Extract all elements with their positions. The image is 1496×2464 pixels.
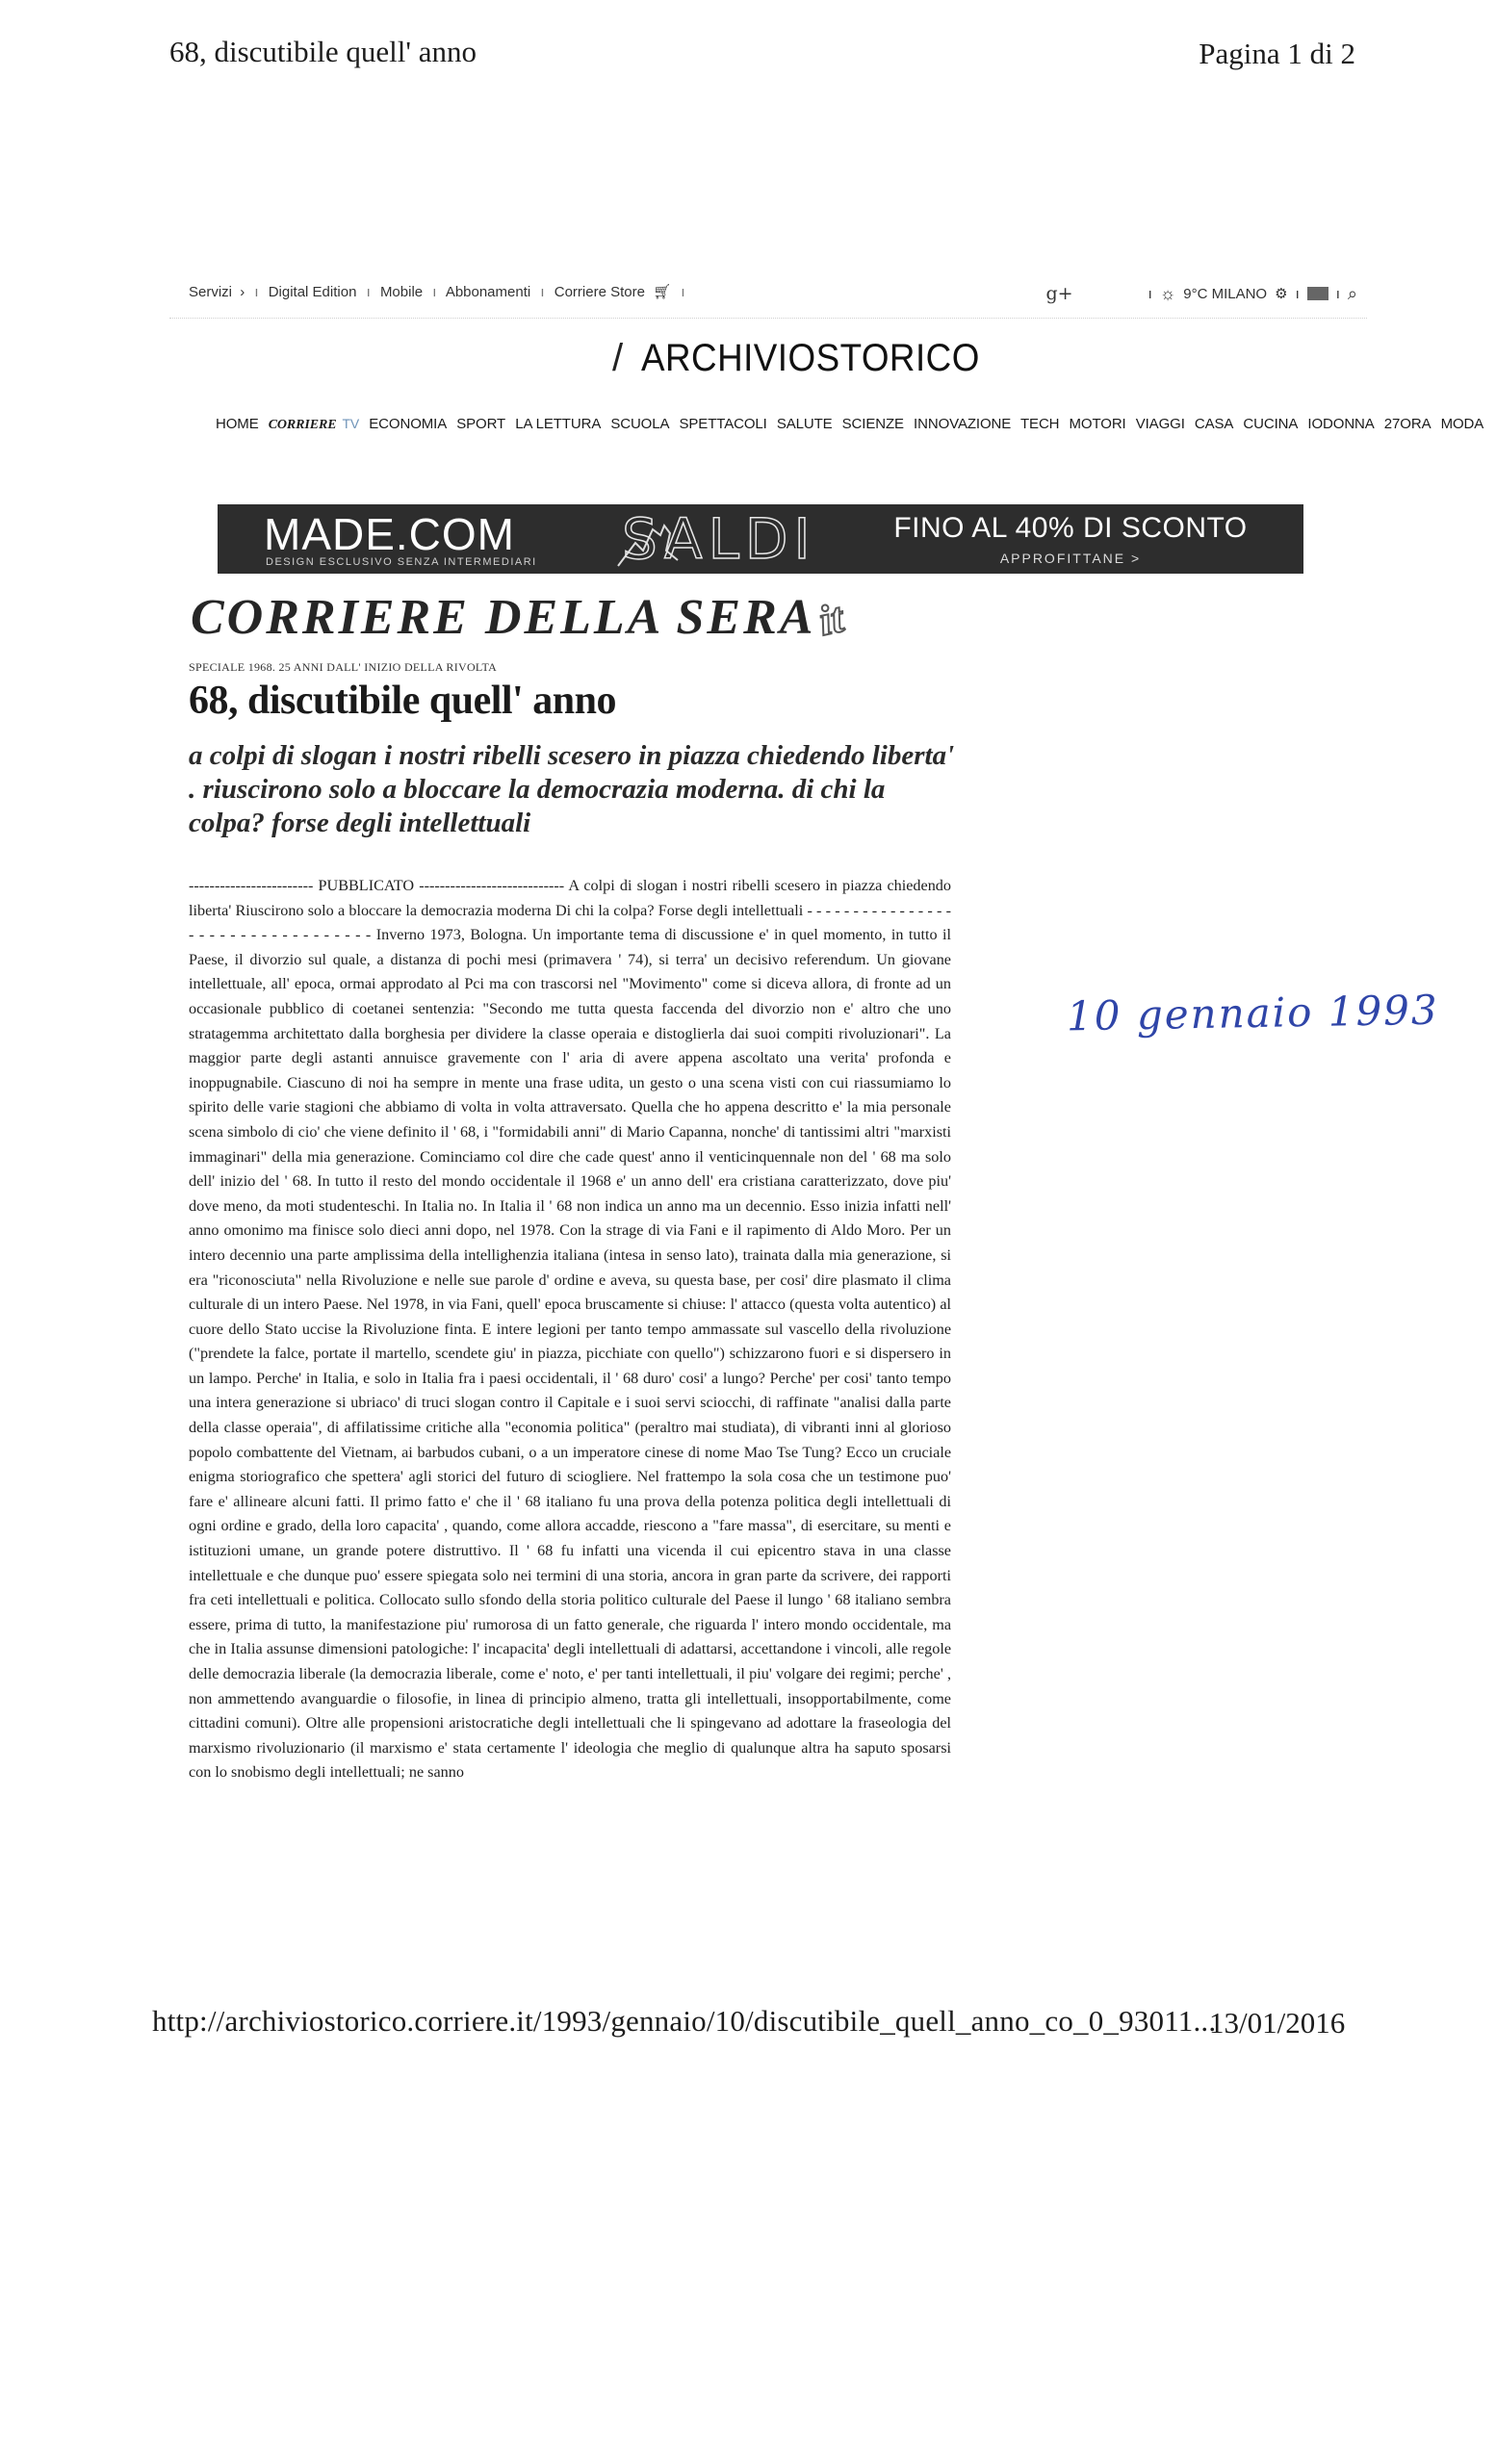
corriere-store-link[interactable]: Corriere Store xyxy=(554,284,645,300)
nav-item-la-lettura[interactable]: LA LETTURA xyxy=(515,416,602,432)
search-icon[interactable]: ⌕ xyxy=(1347,283,1357,303)
ad-offer: FINO AL 40% DI SCONTO xyxy=(893,512,1248,544)
nav-item-27ora[interactable]: 27ORA xyxy=(1383,416,1432,432)
separator: ı xyxy=(254,284,259,300)
separator: ı xyxy=(681,284,685,300)
archive-word: ARCHIVIOSTORICO xyxy=(640,337,980,379)
article-kicker: SPECIALE 1968. 25 ANNI DALL' INIZIO DELLA RIVOLTA xyxy=(189,660,498,674)
print-page-number: Pagina 1 di 2 xyxy=(1199,37,1355,70)
ad-cta[interactable]: APPROFITTANE > xyxy=(999,551,1142,566)
print-footer-url: http://archiviostorico.corriere.it/1993/gennaio/10/discutibile_quell_anno_co_0_93011... xyxy=(152,2004,1217,2038)
nav-item-casa[interactable]: CASA xyxy=(1194,416,1234,432)
article-headline: 68, discutibile quell' anno xyxy=(189,679,616,723)
nav-item-salute[interactable]: SALUTE xyxy=(776,416,833,432)
ad-saldi: SALDI xyxy=(622,506,816,572)
separator: ı xyxy=(1295,285,1300,302)
nav-item-economia[interactable]: ECONOMIA xyxy=(369,416,448,432)
nav-item-sport[interactable]: SPORT xyxy=(456,416,506,432)
separator: ı xyxy=(432,284,437,300)
meteo-icon[interactable] xyxy=(1307,287,1328,300)
archive-title[interactable] xyxy=(612,337,1009,380)
ad-tagline: DESIGN ESCLUSIVO SENZA INTERMEDIARI xyxy=(266,556,537,568)
masthead-logo[interactable] xyxy=(191,589,848,646)
digital-edition-link[interactable]: Digital Edition xyxy=(268,284,357,300)
nav-item-spettacoli[interactable]: SPETTACOLI xyxy=(679,416,767,432)
servizi-link[interactable]: Servizi xyxy=(189,284,233,300)
nav-item-corriere-label: CORRIERE xyxy=(268,418,337,432)
nav-item-innovazione[interactable]: INNOVAZIONE xyxy=(914,416,1012,432)
nav-item-tv-label: TV xyxy=(342,416,360,431)
mobile-link[interactable]: Mobile xyxy=(379,284,424,300)
nav-item-tech[interactable]: TECH xyxy=(1019,416,1060,432)
separator: ı xyxy=(540,284,545,300)
nav-item-iodonna[interactable]: IODONNA xyxy=(1307,416,1375,432)
nav-item-scienze[interactable]: SCIENZE xyxy=(841,416,904,432)
google-plus-icon[interactable]: g+ xyxy=(1045,283,1073,304)
print-footer-date: 13/01/2016 xyxy=(1209,2006,1346,2040)
separator: ı xyxy=(1335,285,1340,302)
masthead-suffix: it xyxy=(814,593,848,646)
nav-item-corriere-tv[interactable] xyxy=(269,418,360,432)
nav-item-viaggi[interactable]: VIAGGI xyxy=(1135,416,1185,432)
nav-item-home[interactable]: HOME xyxy=(216,416,259,432)
article-body: ------------------------ PUBBLICATO ---------------------------- A colpi di slogan i nostri ribelli scesero in piazza chiedendo liberta' Riuscirono solo a bloccare la democrazia moderna Di chi la colpa? Forse degli intellettuali - - - - - - - - - - - - - - - - - - - - - - - - - - - - - - - - - - Inverno 1973, Bologna. Un importante tema di discussione e' in quel momento, in tutto il Paese, il divorzio sul quale, a distanza di pochi mesi (primavera ' 74), si terra' un decisivo referendum. Un giovane intellettuale, all' epoca, ormai approdato al Pci ma con trascorsi nel "Movimento" come si diceva allora, di fronte ad un occasionale pubblico di coetanei sentenzia: "Secondo me tutta questa faccenda del divorzio non e' altro che uno stratagemma architettato dalla borghesia per dividere la classe operaia e distoglierla dai suoi compiti rivoluzionari". La maggior parte degli astanti annuisce gravemente con l' aria di avere appena ascoltato una verita' profonda e inoppugnabile. Ciascuno di noi ha sempre in mente una frase udita, un gesto o una scena visti con cui riassumiamo lo spirito delle varie stagioni che abbiamo di volta in volta attraversato. Quella che ho appena descritto e' la mia personale scena simbolo di cio' che viene definito il ' 68, i "formidabili anni" di Mario Capanna, nonche' di tantissimi altri "marxisti immaginari" della mia generazione. Cominciamo col dire che cade quest' anno il venticinquennale non del ' 68 ma solo dell' inizio del ' 68. In tutto il resto del mondo occidentale il 1968 e' un anno dell' era cristiana caratterizzato, dove piu' dove meno, da moti studenteschi. In Italia no. In Italia il ' 68 non indica un anno ma un decennio. Esso inizia infatti nell' anno omonimo ma finisce solo dieci anni dopo, nel 1978. Con la strage di via Fani e il rapimento di Aldo Moro. Per un intero decennio una parte amplissima della intellighenzia italiana (intesa in senso lato), trainata dalla mia generazione, si era "riconosciuta" nella Rivoluzione e nelle sue parole d' ordine e aveva, su questa base, per cosi' dire plasmato il clima culturale di un intero Paese. Nel 1978, in via Fani, quell' epoca bruscamente si chiuse: l' attacco (questa volta autentico) al cuore dello Stato uccise la Rivoluzione finta. E intere legioni per tanto tempo ammassate sul vascello della rivoluzione ("prendete la falce, portate il martello, scendete giu' in piazza, picchiate con quello") schizzarono fuori e si dispersero in un lampo. Perche' in Italia, e solo in Italia fra i paesi occidentali, il ' 68 duro' cosi' a lungo? Perche' per cosi' tanto tempo una intera generazione si ubriaco' di truci slogan contro il Capitale e i suoi servi sciocchi, di raffinate "analisi dalla parte della classe operaia", di affilatissime critiche alla "economia politica" (peraltro mai studiata), di vibranti inni al glorioso popolo combattente del Vietnam, ai barbudos cubani, o a un imperatore cinese di nome Mao Tse Tung? Ecco un cruciale enigma storiografico che spettera' agli storici del futuro di sciogliere. Nel frattempo la sola cosa che un testimone puo' fare e' allineare alcuni fatti. Il primo fatto e' che il ' 68 italiano fu una prova della potenza politica degli intellettuali di ogni ordine e grado, della loro capacita' , quando, come allora accadde, riescono a "fare massa", di esercitare, su menti e istituzioni umane, un grande potere distruttivo. Il ' 68 fu infatti una vicenda il cui epicentro stava in una classe intellettuale e che dunque puo' essere spiegata solo nei termini di una storia, ancora in gran parte da scrivere, dei rapporti fra ceti intellettuali e politica. Collocato sullo sfondo della storia politico culturale del Paese il lungo ' 68 italiano sembra essere, prima di tutto, la manifestazione piu' rumorosa di un fatto generale, che riguarda l' intero mondo occidentale, ma che in Italia assunse dimensioni patologiche: l' incapacita' degli intellettuali di adattarsi, accettandone i vincoli, alle regole delle democrazia liberale (la democrazia liberale, come e' noto, e' per tanti intellettuali, il piu' volgare dei regimi; perche' , non ammettendo avanguardie o filosofie, in linea di principio almeno, tratta gli intellettuali, insopportabilmente, come cittadini comuni). Oltre alle propensioni aristocratiche degli intellettuali che li spingevano ad adottare la fraseologia del marxismo rivoluzionario (il marxismo e' stata certamente l' ideologia che meglio di qualunque altra ha saputo sposarsi con lo snobismo degli intellettuali; ne sanno xyxy=(189,877,951,1782)
archive-slash: / xyxy=(612,337,624,379)
separator: ı xyxy=(1148,285,1152,302)
nav-item-cucina[interactable]: CUCINA xyxy=(1243,416,1299,432)
cart-icon: 🛒︎ xyxy=(653,284,672,300)
divider xyxy=(169,318,1367,319)
handwritten-date: 10 gennaio 1993 xyxy=(1066,986,1440,1040)
weather-readout[interactable]: 9°C MILANO xyxy=(1183,285,1268,302)
article-subhead: a colpi di slogan i nostri ribelli scesero in piazza chiedendo liberta' . riuscirono solo a bloccare la democrazia moderna. di chi la colpa? forse degli intellettuali xyxy=(189,740,955,838)
gear-icon[interactable]: ⚙ xyxy=(1275,286,1288,302)
main-nav xyxy=(216,416,1489,433)
chevron-right-icon: › xyxy=(240,284,245,300)
masthead-name: CORRIERE DELLA SERA xyxy=(191,590,816,645)
abbonamenti-link[interactable]: Abbonamenti xyxy=(445,284,531,300)
nav-item-moda[interactable]: MODA xyxy=(1440,416,1484,432)
ad-banner[interactable] xyxy=(218,504,1303,574)
print-header-title: 68, discutibile quell' anno xyxy=(169,35,477,68)
separator: ı xyxy=(366,284,371,300)
nav-item-motori[interactable]: MOTORI xyxy=(1069,416,1126,432)
ad-brand: MADE.COM xyxy=(264,509,515,559)
utility-bar xyxy=(189,281,1357,308)
sun-icon: ☼ xyxy=(1159,283,1176,303)
nav-item-scuola[interactable]: SCUOLA xyxy=(610,416,670,432)
